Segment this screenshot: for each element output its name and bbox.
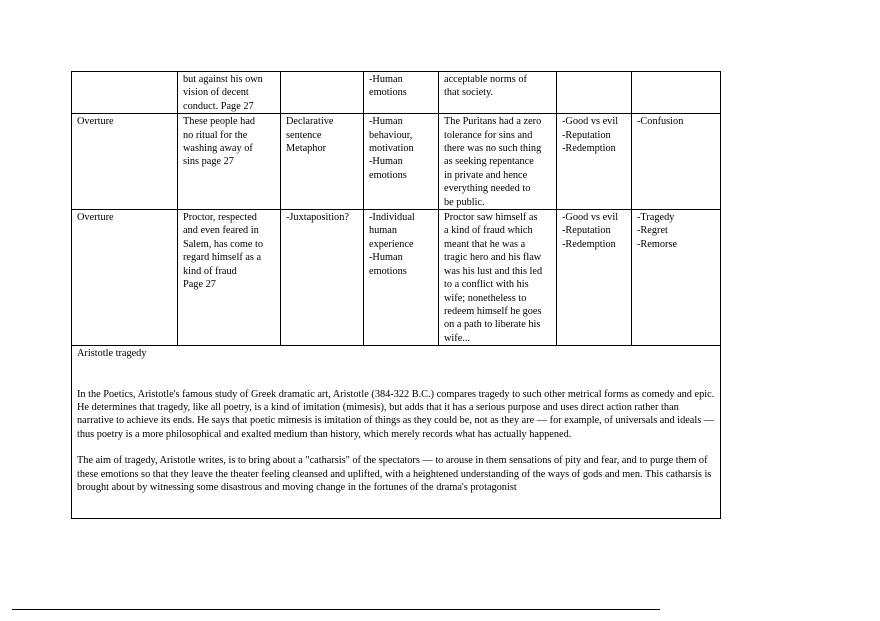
table-row xyxy=(72,114,721,210)
aristotle-cell xyxy=(72,346,721,519)
table-cell: -Individual human experience -Human emotions xyxy=(364,210,439,346)
table-cell xyxy=(72,72,178,114)
table-cell: -Tragedy -Regret -Remorse xyxy=(632,210,721,346)
table-cell: Proctor, respected and even feared in Salem, has come to regard himself as a kind of fraud Page 27 xyxy=(178,210,281,346)
table-cell: -Confusion xyxy=(632,114,721,210)
table-cell: but against his own vision of decent conduct. Page 27 xyxy=(178,72,281,114)
table-cell: -Juxtaposition? xyxy=(281,210,364,346)
table-cell xyxy=(281,72,364,114)
table-cell: -Good vs evil -Reputation -Redemption xyxy=(557,114,632,210)
table-cell: Overture xyxy=(72,210,178,346)
table-cell: -Human behaviour, motivation -Human emotions xyxy=(364,114,439,210)
table-row xyxy=(72,346,721,519)
table-cell: Overture xyxy=(72,114,178,210)
paragraph: In the Poetics, Aristotle's famous study of Greek dramatic art, Aristotle (384-322 B.C.) compares tragedy to such other metrical forms as comedy and epic. He determines that tragedy, like all poetry, is a kind of imitation (mimesis), but adds that it has a serious purpose and uses direct action rather than narrative to achieve its ends. He says that poetic mimesis is imitation of things as they could be, not as they are — for example, of universals and ideals — thus poetry is a more philosophical and exalted medium than history, which merely records what has actually happened. xyxy=(77,388,715,440)
footer-divider xyxy=(12,609,660,610)
table-cell: -Human emotions xyxy=(364,72,439,114)
table-cell: These people had no ritual for the washing away of sins page 27 xyxy=(178,114,281,210)
table-row xyxy=(72,72,721,114)
table-cell: acceptable norms of that society. xyxy=(439,72,557,114)
table-cell: The Puritans had a zero tolerance for sins and there was no such thing as seeking repentance in private and hence everything needed to be public. xyxy=(439,114,557,210)
paragraph: The aim of tragedy, Aristotle writes, is to bring about a "catharsis" of the spectators — to arouse in them sensations of pity and fear, and to purge them of these emotions so that they leave the theater feeling cleansed and uplifted, with a heightened understanding of the ways of gods and men. This catharsis is brought about by witnessing some disastrous and moving change in the fortunes of the drama's protagonist xyxy=(77,455,712,493)
table-cell: -Good vs evil -Reputation -Redemption xyxy=(557,210,632,346)
table-cell xyxy=(632,72,721,114)
table-cell xyxy=(557,72,632,114)
table-cell: Declarative sentence Metaphor xyxy=(281,114,364,210)
table-row xyxy=(72,210,721,346)
notes-table xyxy=(71,71,721,519)
table-cell: Proctor saw himself as a kind of fraud which meant that he was a tragic hero and his flaw was his lust and this led to a conflict with his wife; nonetheless to redeem himself he goes on a path to liberate his wife... xyxy=(439,210,557,346)
section-heading: Aristotle tragedy xyxy=(77,348,147,360)
